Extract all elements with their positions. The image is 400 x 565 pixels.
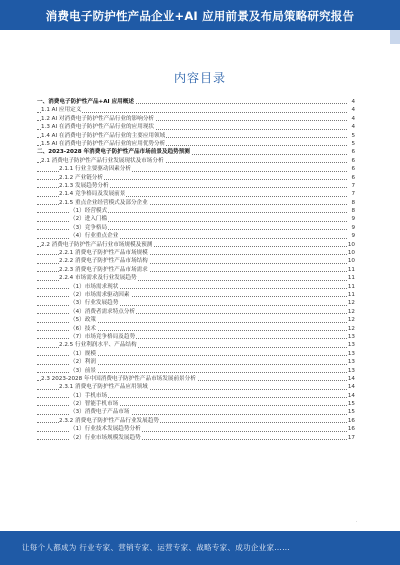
toc-entry-text: 二、2023-2028 年消费电子防护性产品市场前景及趋势预测 — [37, 149, 190, 156]
toc-leader-dots — [37, 112, 347, 113]
table-of-contents — [37, 98, 355, 442]
toc-page-number: 17 — [347, 434, 355, 441]
toc-entry[interactable] — [37, 98, 355, 106]
toc-entry-text: （1）手机市场 — [70, 392, 108, 399]
toc-entry[interactable] — [37, 434, 355, 442]
toc-page-number: 9 — [351, 216, 355, 223]
toc-entry[interactable] — [37, 383, 355, 391]
toc-page-number: 4 — [351, 124, 355, 131]
toc-entry[interactable] — [37, 341, 355, 349]
toc-entry[interactable] — [37, 358, 355, 366]
toc-entry-text: （1）市场需求现状 — [70, 283, 119, 290]
toc-page-number: 11 — [347, 275, 355, 282]
toc-entry[interactable] — [37, 350, 355, 358]
toc-page-number: 14 — [347, 375, 355, 382]
toc-page-number: 10 — [347, 250, 355, 257]
toc-entry-text: （3）行业发展趋势 — [70, 300, 119, 307]
toc-entry-text: 一、消费电子防护性产品+AI 应用概述 — [37, 99, 134, 105]
toc-page-number: 7 — [351, 182, 355, 189]
toc-entry-text: 1.4 AI 在消费电子防护性产品行业的主要应用领域 — [41, 132, 166, 139]
toc-heading: 内容目录 — [173, 71, 226, 85]
toc-entry[interactable] — [37, 199, 355, 207]
toc-page-number: 11 — [347, 283, 355, 290]
toc-page-number: 6 — [351, 149, 355, 156]
toc-entry-text: （1）规模 — [70, 350, 96, 357]
toc-page-number: 16 — [347, 426, 355, 433]
toc-page-number: 12 — [347, 325, 355, 332]
toc-page-number: 5 — [351, 132, 355, 139]
toc-entry-text: 2.1.3 发展趋势分析 — [59, 182, 109, 189]
toc-page-number: 13 — [347, 333, 355, 340]
toc-entry[interactable] — [37, 400, 355, 408]
toc-entry-text: （7）市场竞争格局及趋势 — [70, 333, 136, 340]
toc-entry-text: 1.2 AI 对消费电子防护性产品行业的影响分析 — [41, 115, 155, 122]
toc-entry[interactable] — [37, 123, 355, 131]
toc-page-number: 6 — [351, 174, 355, 181]
report-title: 消费电子防护性产品企业+AI 应用前景及布局策略研究报告 — [45, 9, 355, 23]
toc-entry-text: （3）消费电子产品市场 — [70, 409, 130, 416]
toc-entry-text: （6）技术 — [70, 325, 96, 332]
toc-entry-text: 2.2.2 消费电子防护性产品市场结构 — [59, 258, 148, 265]
toc-entry[interactable] — [37, 375, 355, 383]
toc-entry[interactable] — [37, 308, 355, 316]
toc-entry[interactable] — [37, 215, 355, 223]
toc-entry-text: 2.1.4 竞争格局及发展前景 — [59, 191, 126, 198]
toc-entry-text: 2.2.4 市场需求及行业发展趋势 — [59, 275, 137, 282]
toc-page-number: 11 — [347, 291, 355, 298]
toc-page-number: 10 — [347, 258, 355, 265]
toc-entry[interactable] — [37, 115, 355, 123]
toc-page-number: 4 — [351, 115, 355, 122]
toc-page-number: 12 — [347, 300, 355, 307]
toc-entry[interactable] — [37, 106, 355, 114]
toc-entry[interactable] — [37, 417, 355, 425]
toc-entry-text: 2.2.1 消费电子防护性产品市场规模 — [59, 250, 148, 257]
footer-slogan: 让每个人都成为 行业专家、营销专家、运营专家、战略专家、成功企业家…… — [22, 543, 290, 552]
toc-page-number: 13 — [347, 367, 355, 374]
toc-entry-text: 2.3.2 消费电子防护性产品行业发展趋势 — [59, 417, 159, 424]
toc-entry[interactable] — [37, 148, 355, 156]
toc-entry-text: 2.1.5 重点企业经营模式及部分企业 — [59, 199, 148, 206]
toc-entry[interactable] — [37, 174, 355, 182]
toc-entry-text: 1.3 AI 在消费电子防护性产品行业的应用现状 — [41, 124, 155, 131]
toc-entry-text: （1）经营模式 — [70, 208, 108, 215]
toc-page-number: 5 — [351, 140, 355, 147]
toc-entry-text: 2.3 2023-2028 年中国消费电子防护性产品市场发展前景分析 — [41, 375, 196, 382]
toc-entry[interactable] — [37, 367, 355, 375]
toc-page-number: 13 — [347, 342, 355, 349]
toc-entry[interactable] — [37, 299, 355, 307]
toc-entry[interactable] — [37, 241, 355, 249]
toc-entry[interactable] — [37, 232, 355, 240]
toc-entry-text: （3）竞争格局 — [70, 224, 108, 231]
toc-page-number: 8 — [351, 199, 355, 206]
toc-entry[interactable] — [37, 224, 355, 232]
toc-entry-text: （5）政策 — [70, 317, 96, 324]
toc-entry[interactable] — [37, 392, 355, 400]
toc-entry-text: （2）行业市场规模发展趋势 — [70, 434, 141, 441]
toc-entry-text: （1）行业技术发展趋势分析 — [70, 426, 141, 433]
toc-page-number: 12 — [347, 317, 355, 324]
toc-entry-text: 2.1 消费电子防护性产品行业发展现状及市场分析 — [41, 157, 164, 164]
toc-entry[interactable] — [37, 425, 355, 433]
toc-page-number: 9 — [351, 224, 355, 231]
side-mark: · — [355, 519, 357, 524]
toc-page-number: 8 — [351, 208, 355, 215]
toc-entry[interactable] — [37, 283, 355, 291]
toc-entry[interactable] — [37, 190, 355, 198]
toc-page-number: 9 — [351, 233, 355, 240]
toc-entry-text: （4）消费者需求特点分析 — [70, 308, 136, 315]
toc-entry-text: 2.1.2 产业链分析 — [59, 174, 103, 181]
toc-entry[interactable] — [37, 249, 355, 257]
toc-page-number: 12 — [347, 308, 355, 315]
toc-entry-text: （2）智能手机市场 — [70, 401, 119, 408]
toc-entry-text: 1.5 AI 在消费电子防护性产品行业的应用优势分析 — [41, 140, 166, 147]
toc-entry-text: 2.2.5 行业利润水平、产品结构 — [59, 342, 137, 349]
toc-page-number: 15 — [347, 409, 355, 416]
toc-page-number: 10 — [347, 241, 355, 248]
toc-entry[interactable] — [37, 316, 355, 324]
toc-entry[interactable] — [37, 257, 355, 265]
toc-entry-text: 2.3.1 消费电子防护性产品应用领域 — [59, 384, 148, 391]
toc-entry[interactable] — [37, 165, 355, 173]
toc-entry-text: 2.2 消费电子防护性产品行业市场规模及预测 — [41, 241, 153, 248]
toc-entry[interactable] — [37, 266, 355, 274]
corner-decoration — [390, 30, 400, 44]
toc-page-number: 4 — [351, 107, 355, 114]
toc-entry-text: （2）利润 — [70, 359, 96, 366]
toc-page-number: 14 — [347, 392, 355, 399]
toc-page-number: 6 — [351, 166, 355, 173]
toc-entry-text: （2）市场需求驱动因素 — [70, 291, 130, 298]
toc-entry[interactable] — [37, 274, 355, 282]
toc-page-number: 14 — [347, 384, 355, 391]
toc-page-number: 13 — [347, 359, 355, 366]
toc-page-number: 4 — [351, 99, 355, 105]
toc-entry-text: 2.1.1 行业主要驱动因素分析 — [59, 166, 131, 173]
toc-page-number: 13 — [347, 350, 355, 357]
toc-entry[interactable] — [37, 291, 355, 299]
toc-entry-text: 1.1 AI 应用定义 — [41, 107, 82, 114]
toc-entry[interactable] — [37, 157, 355, 165]
toc-entry-text: （4）行业重点企业 — [70, 233, 119, 240]
toc-entry[interactable] — [37, 140, 355, 148]
toc-entry[interactable] — [37, 408, 355, 416]
toc-page-number: 16 — [347, 417, 355, 424]
toc-entry[interactable] — [37, 333, 355, 341]
toc-page-number: 11 — [347, 266, 355, 273]
toc-page-number: 6 — [351, 157, 355, 164]
toc-page-number: 7 — [351, 191, 355, 198]
toc-entry-text: 2.2.3 消费电子防护性产品市场需求 — [59, 266, 148, 273]
toc-entry[interactable] — [37, 207, 355, 215]
toc-entry[interactable] — [37, 325, 355, 333]
toc-entry[interactable] — [37, 182, 355, 190]
toc-page-number: 15 — [347, 401, 355, 408]
toc-entry[interactable] — [37, 132, 355, 140]
toc-entry-text: （3）前景 — [70, 367, 96, 374]
toc-entry-text: （2）进入门槛 — [70, 216, 108, 223]
